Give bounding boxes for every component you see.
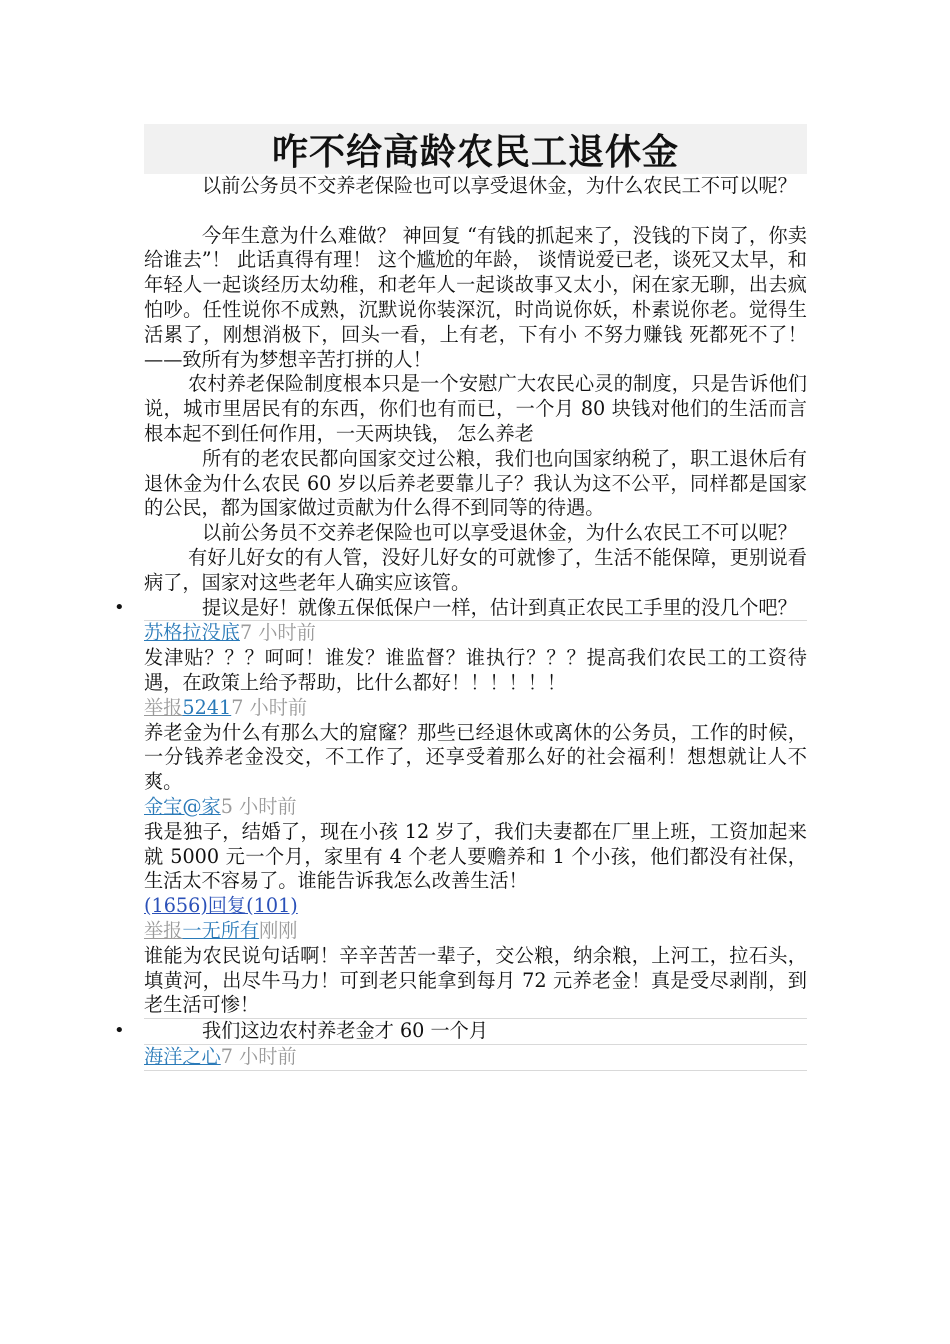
comment-time: 7 小时前 bbox=[239, 621, 316, 645]
bullet-icon: • bbox=[114, 596, 125, 618]
comment-user-link[interactable]: 一无所有 bbox=[182, 918, 260, 942]
comment-user-link[interactable]: 金宝@家 bbox=[144, 794, 221, 818]
paragraph-3: 农村养老保险制度根本只是一个安慰广大农民心灵的制度，只是告诉他们说，城市里居民有的东西，你们也有而已，一个月 80 块钱对他们的生活而言根本起不到任何作用，一天两块钱， 怎么养老 bbox=[144, 372, 807, 445]
paragraph-5: 以前公务员不交养老保险也可以享受退休金，为什么农民工不可以呢？ bbox=[202, 521, 797, 545]
comment-text: 提议是好！就像五保低保户一样，估计到真正农民工手里的没几个吧？ bbox=[202, 595, 797, 619]
comment-meta bbox=[144, 795, 807, 820]
comment-item bbox=[114, 595, 807, 622]
report-link[interactable]: 举报 bbox=[144, 918, 183, 942]
comment-text: 谁能为农民说句话啊！辛辛苦苦一辈子，交公粮，纳余粮，上河工，拉石头，填黄河，出尽牛马力！可到老只能拿到每月 72 元养老金！真是受尽剥削，到老生活可惨！ bbox=[144, 943, 807, 1017]
paragraph-6: 有好儿好女的有人管，没好儿好女的可就惨了，生活不能保障，更别说看病了，国家对这些老年人确实应该管。 bbox=[144, 545, 807, 594]
comment-time: 刚刚 bbox=[259, 918, 298, 942]
comment-text: 我们这边农村养老金才 60 一个月 bbox=[202, 1019, 489, 1043]
comment-item bbox=[114, 1018, 807, 1045]
comment-meta bbox=[144, 919, 807, 944]
comment-user-link[interactable]: 5241 bbox=[182, 695, 232, 719]
comment-time: 5 小时前 bbox=[220, 794, 297, 818]
paragraph-4: 所有的老农民都向国家交过公粮，我们也向国家纳税了，职工退休后有退休金为什么农民 60 岁以后养老要靠儿子？我认为这不公平，同样都是国家的公民，都为国家做过贡献为什么得不到同等的待遇。 bbox=[144, 446, 807, 520]
title-bar bbox=[144, 124, 807, 174]
bullet-icon: • bbox=[114, 1020, 125, 1042]
page-title: 咋不给高龄农民工退休金 bbox=[271, 131, 679, 173]
comment-time: 7 小时前 bbox=[220, 1044, 297, 1068]
comment-time: 7 小时前 bbox=[231, 695, 308, 719]
comment-text: 养老金为什么有那么大的窟窿？那些已经退休或离休的公务员，工作的时候，一分钱养老金没交，不工作了，还享受着那么好的社会福利！想想就让人不爽。 bbox=[144, 720, 807, 794]
paragraph-1: 以前公务员不交养老保险也可以享受退休金，为什么农民工不可以呢？ bbox=[202, 174, 797, 197]
comment-meta bbox=[144, 621, 807, 646]
comment-meta bbox=[144, 1045, 807, 1071]
comment-text: 发津贴？？？呵呵！谁发？谁监督？谁执行？？？提高我们农民工的工资待遇，在政策上给予帮助，比什么都好！！！！！！ bbox=[144, 646, 807, 694]
comment-user-link[interactable]: 苏格拉没底 bbox=[144, 621, 240, 645]
blank-line bbox=[144, 199, 807, 224]
paragraph-2: 今年生意为什么难做？ 神回复 “有钱的抓起来了，没钱的下岗了，你卖给谁去”！ 此话真得有理！ 这个尴尬的年龄， 谈情说爱已老，谈死又太早，和年轻人一起谈经历太幼稚，和老年人一起谈故事又太小，闲在家无聊，出去疯怕吵。任性说你不成熟，沉默说你装深沉，时尚说你妖，朴素说你老。觉得生活累了，刚想消极下，回头一看，上有老，下有小 不努力赚钱 死都死不了！ ——致所有为梦想辛苦打拼的人！ bbox=[144, 223, 807, 371]
comment-meta bbox=[144, 696, 807, 721]
like-reply-link[interactable]: (1656)回复(101) bbox=[144, 894, 298, 918]
document-page bbox=[114, 124, 807, 1071]
report-link[interactable]: 举报 bbox=[144, 695, 183, 719]
comment-text: 我是独子，结婚了，现在小孩 12 岁了，我们夫妻都在厂里上班，工资加起来就 5000 元一个月，家里有 4 个老人要赡养和 1 个小孩，他们都没有社保，生活太不容易了。谁能告诉我怎么改善生活！ bbox=[144, 819, 807, 893]
comment-user-link[interactable]: 海洋之心 bbox=[144, 1044, 221, 1068]
